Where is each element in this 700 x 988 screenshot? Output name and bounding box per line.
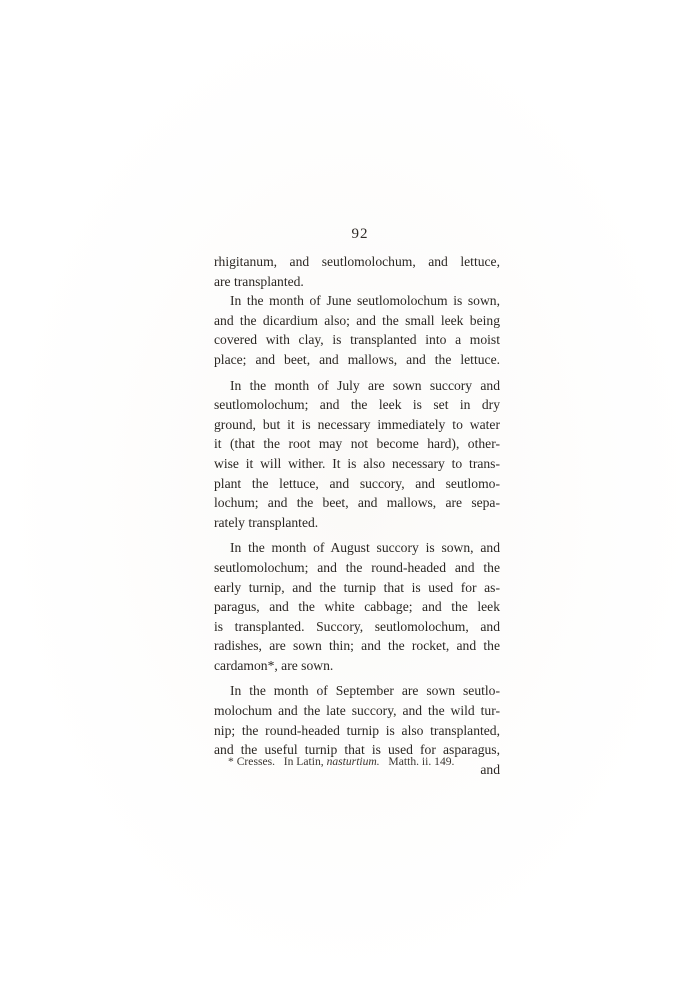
text-line: early turnip, and the turnip that is used for as- [214,579,500,595]
text-line: wise it will wither. It is also necessary to trans- [214,455,500,471]
text-line: ground, but it is necessary immediately to water [214,416,500,432]
text-line: lochum; and the beet, and mallows, are sepa- [214,495,500,511]
text-line: plant the lettuce, and succory, and seutlomo- [214,475,500,491]
text-line: In the month of July are sown succory and [230,377,500,393]
text-line: seutlomolochum; and the round-headed and the [214,559,500,575]
text-line: nip; the round-headed turnip is also transplanted, [214,722,500,738]
text-line: seutlomolochum; and the leek is set in dry [214,397,500,413]
text-line: In the month of June seutlomolochum is sown, [230,293,500,309]
text-line: and the dicardium also; and the small leek being [214,312,500,328]
text-line: are transplanted. [214,273,304,289]
text-line: paragus, and the white cabbage; and the leek [214,599,500,615]
body-text [214,252,500,779]
text-line: it (that the root may not become hard), other- [214,436,500,452]
text-line: and the useful turnip that is used for asparagus, [214,742,500,758]
footnote-marker: * [228,755,234,768]
footnote-latin-word: nasturtium. [326,755,380,768]
text-line: rhigitanum, and seutlomolochum, and lettuce, [214,254,500,269]
page-number: 92 [351,226,369,242]
text-line: radishes, are sown thin; and the rocket, and the [214,638,500,654]
text-line: place; and beet, and mallows, and the lettuce. [214,351,500,367]
footnote-reference: Matth. ii. 149. [388,755,455,768]
footnote [228,754,500,769]
text-line: rately transplanted. [214,514,319,530]
text-line: In the month of August succory is sown, and [230,540,500,556]
text-line: cardamon*, are sown. [214,657,334,673]
text-line: In the month of September are sown seutlo- [230,683,500,699]
text-line: molochum and the late succory, and the wild tur- [214,703,500,719]
footnote-latin-intro: In Latin, [283,755,324,768]
catchword: and [480,761,500,777]
footnote-text: Cresses. [236,755,276,768]
text-line: is transplanted. Succory, seutlomolochum, and [214,618,500,634]
text-line: covered with clay, is transplanted into a moist [214,332,500,348]
